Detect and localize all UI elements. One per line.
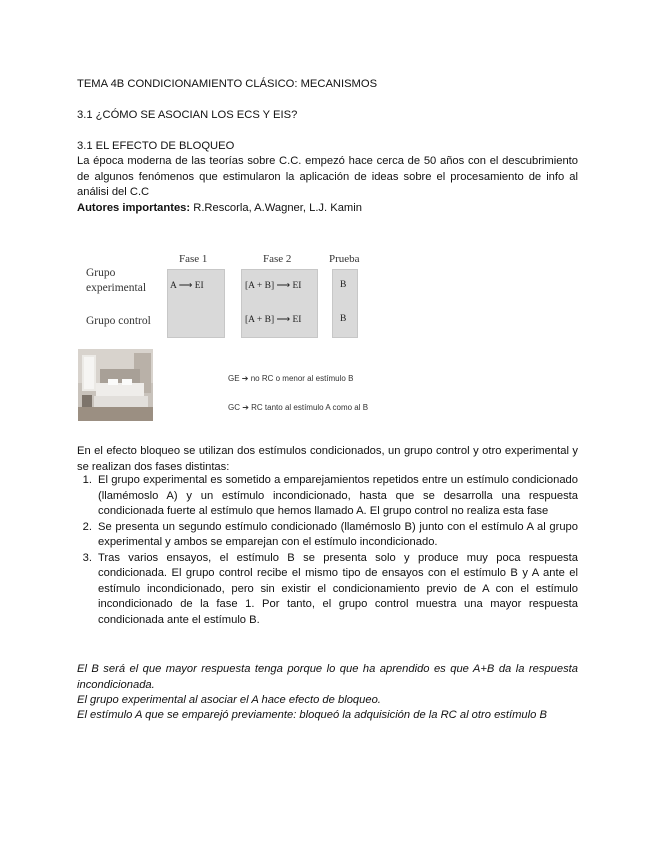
note-experimental-group: GE ➔ no RC o menor al estímulo B bbox=[228, 374, 354, 383]
cell-exp-test: B bbox=[340, 280, 347, 290]
list-item-number: 3. bbox=[82, 551, 92, 564]
closing-note-1: El B será el que mayor respuesta tenga porque lo que ha aprendido es que A+B da la respuesta incondicionada. bbox=[77, 663, 578, 691]
label-experimental-group bbox=[86, 266, 146, 296]
list-item-number: 1. bbox=[82, 474, 92, 486]
header-test: Prueba bbox=[329, 253, 360, 265]
authors-line bbox=[77, 201, 362, 217]
closing-note-3: El estímulo A que se emparejó previamente: bloqueó la adquisición de la RC al otro estímulo B bbox=[77, 709, 547, 721]
list-item-text: Tras varios ensayos, el estímulo B se presenta solo y produce muy poca respuesta condicionada. El grupo control recibe el mismo tipo de ensayos con el estímulo B y A ante el estímulo incondicionado, pero sin existir el condicionamiento previo de A con el estímulo incondicionado de la fase 1. Por tanto, el grupo control muestra una mayor respuesta condicionada ante el estímulo B. bbox=[98, 551, 578, 626]
bedroom-image bbox=[78, 349, 153, 421]
authors-names: R.Rescorla, A.Wagner, L.J. Kamin bbox=[190, 202, 362, 214]
closing-note-2: El grupo experimental al asociar el A hace efecto de bloqueo. bbox=[77, 694, 381, 706]
list-item bbox=[77, 473, 578, 520]
note-control-group: GC ➔ RC tanto al estímulo A como al B bbox=[228, 403, 369, 412]
blocking-paragraph: En el efecto bloqueo se utilizan dos estímulos condicionados, un grupo control y otro experimental y se realizan dos fases distintas: bbox=[77, 445, 578, 473]
list-item-text: Se presenta un segundo estímulo condicionado (llamémoslo B) junto con el estímulo A al grupo experimental y ambos se emparejan con el estímulo incondicionado. bbox=[98, 520, 578, 548]
cell-exp-phase1: A ⟶ EI bbox=[170, 281, 204, 291]
section-heading-associations: 3.1 ¿CÓMO SE ASOCIAN LOS ECS Y EIS? bbox=[77, 109, 298, 121]
list-item bbox=[77, 520, 578, 551]
intro-paragraph: La época moderna de las teorías sobre C.C. empezó hace cerca de 50 años con el descubrimiento de algunos fenómenos que estimularon la aplicación de ideas sobre el procesamiento de info al análisi del C.C bbox=[77, 155, 578, 198]
label-control-group: Grupo control bbox=[86, 315, 151, 327]
phases-list bbox=[77, 473, 578, 628]
authors-label: Autores importantes: bbox=[77, 202, 191, 214]
list-item-number: 2. bbox=[82, 520, 92, 533]
label-experimental-line2: experimental bbox=[86, 282, 147, 294]
blocking-design-figure bbox=[86, 250, 376, 340]
label-experimental-line1: Grupo bbox=[86, 267, 116, 279]
cell-ctrl-test: B bbox=[340, 314, 347, 324]
list-item bbox=[77, 551, 578, 629]
document-title: TEMA 4B CONDICIONAMIENTO CLÁSICO: MECANISMOS bbox=[77, 78, 378, 90]
cell-ctrl-phase2: [A + B] ⟶ EI bbox=[245, 315, 302, 325]
list-item-text: El grupo experimental es sometido a emparejamientos repetidos entre un estímulo condicionado (llamémoslo A) y un estímulo incondicionado, hasta que se desarrolla una respuesta condicionada fuerte al estímulo que hemos llamado A. El grupo control no realiza esta fase bbox=[98, 474, 578, 517]
header-phase-2: Fase 2 bbox=[263, 253, 292, 265]
section-heading-blocking: 3.1 EL EFECTO DE BLOQUEO bbox=[77, 140, 235, 152]
bedroom-photo bbox=[78, 349, 153, 421]
header-phase-1: Fase 1 bbox=[179, 253, 208, 265]
cell-exp-phase2: [A + B] ⟶ EI bbox=[245, 281, 302, 291]
